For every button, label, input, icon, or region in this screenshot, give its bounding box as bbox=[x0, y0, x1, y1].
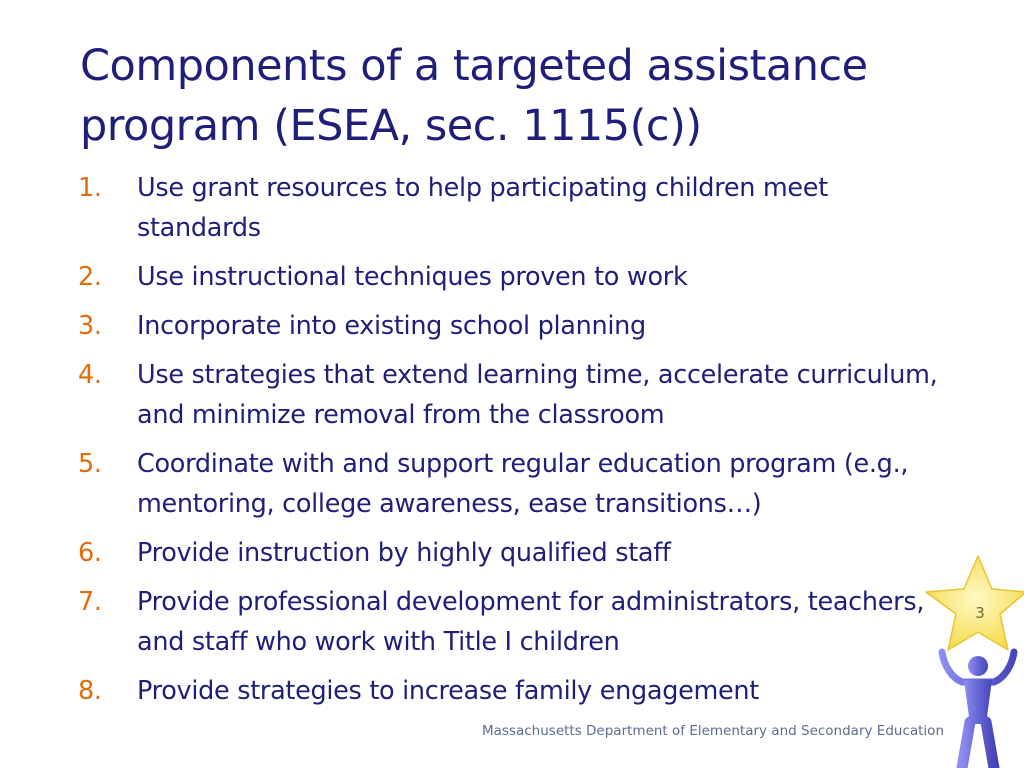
list-item bbox=[78, 582, 938, 662]
footer-organization: Massachusetts Department of Elementary and Secondary Education bbox=[481, 723, 944, 739]
components-list bbox=[78, 168, 938, 720]
star-shape bbox=[926, 556, 1024, 650]
list-item-number: 8. bbox=[78, 676, 102, 706]
list-item-text: Coordinate with and support regular education program (e.g., mentoring, college awareness, ease transitions…) bbox=[137, 449, 909, 519]
list-item-text: Provide professional development for administrators, teachers, and staff who work with Title I children bbox=[137, 587, 925, 657]
list-item-number: 4. bbox=[78, 360, 102, 390]
list-item-text: Provide instruction by highly qualified staff bbox=[137, 538, 671, 568]
figure-head bbox=[968, 656, 988, 676]
page-number: 3 bbox=[975, 604, 985, 622]
list-item-text: Incorporate into existing school planning bbox=[137, 311, 646, 341]
list-item-number: 3. bbox=[78, 311, 102, 341]
figure-legs bbox=[962, 722, 994, 768]
list-item bbox=[78, 444, 938, 524]
slide-title: Components of a targeted assistance program (ESEA, sec. 1115(c)) bbox=[80, 41, 868, 151]
list-item bbox=[78, 168, 938, 248]
list-item-number: 7. bbox=[78, 587, 102, 617]
list-item-text: Use grant resources to help participating children meet standards bbox=[137, 173, 828, 243]
list-item bbox=[78, 257, 938, 297]
list-item bbox=[78, 533, 938, 573]
list-item-number: 1. bbox=[78, 173, 102, 203]
star-person-icon bbox=[918, 554, 1024, 768]
list-item-number: 5. bbox=[78, 449, 102, 479]
list-item bbox=[78, 306, 938, 346]
list-item-text: Use instructional techniques proven to work bbox=[137, 262, 688, 292]
list-item-text: Provide strategies to increase family engagement bbox=[137, 676, 759, 706]
list-item bbox=[78, 671, 938, 711]
list-item-number: 2. bbox=[78, 262, 102, 292]
list-item bbox=[78, 355, 938, 435]
list-item-number: 6. bbox=[78, 538, 102, 568]
list-item-text: Use strategies that extend learning time, accelerate curriculum, and minimize removal from the classroom bbox=[137, 360, 938, 430]
